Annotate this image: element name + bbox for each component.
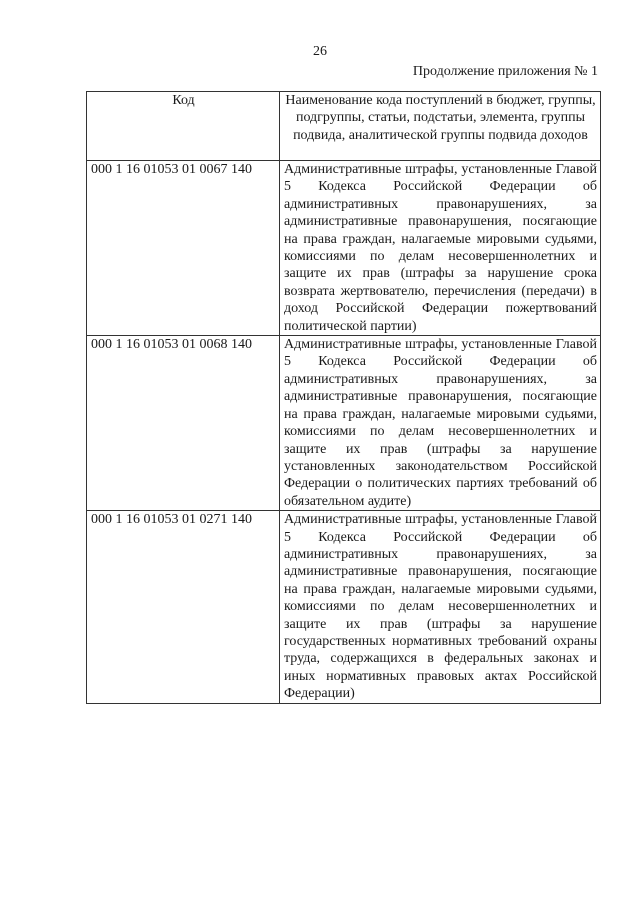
page-number: 26 [313, 44, 327, 59]
table-row [87, 336, 601, 511]
code-cell: 000 1 16 01053 01 0067 140 [87, 161, 280, 336]
name-cell: Административные штрафы, установленные Главой 5 Кодекса Российской Федерации об административных правонарушениях, за административные правонарушения, посягающие на права граждан, налагаемые мировыми судьями, комиссиями по делам несовершеннолетних и защите их прав (штрафы за нарушение установленных законодательством Российской Федерации о политических партиях требований об обязательном аудите) [280, 336, 601, 511]
code-cell: 000 1 16 01053 01 0271 140 [87, 511, 280, 703]
code-cell: 000 1 16 01053 01 0068 140 [87, 336, 280, 511]
continuation-note: Продолжение приложения № 1 [412, 64, 598, 79]
column-header-code: Код [87, 92, 280, 161]
revenue-codes-table [86, 91, 601, 704]
table-header-row [87, 92, 601, 161]
name-cell: Административные штрафы, установленные Главой 5 Кодекса Российской Федерации об административных правонарушениях, за административные правонарушения, посягающие на права граждан, налагаемые мировыми судьями, комиссиями по делам несовершеннолетних и защите их прав (штрафы за нарушение срока возврата жертвователю, перечисления (передачи) в доход Российской Федерации пожертвований политической партии) [280, 161, 601, 336]
table-row [87, 511, 601, 703]
column-header-name: Наименование кода поступлений в бюджет, группы, подгруппы, статьи, подстатьи, элемента, группы подвида, аналитической группы подвида доходов [280, 92, 601, 161]
name-cell: Административные штрафы, установленные Главой 5 Кодекса Российской Федерации об административных правонарушениях, за административные правонарушения, посягающие на права граждан, налагаемые мировыми судьями, комиссиями по делам несовершеннолетних и защите их прав (штрафы за нарушение государственных нормативных требований охраны труда, содержащихся в федеральных законах и иных нормативных правовых актах Российской Федерации) [280, 511, 601, 703]
table-row [87, 161, 601, 336]
